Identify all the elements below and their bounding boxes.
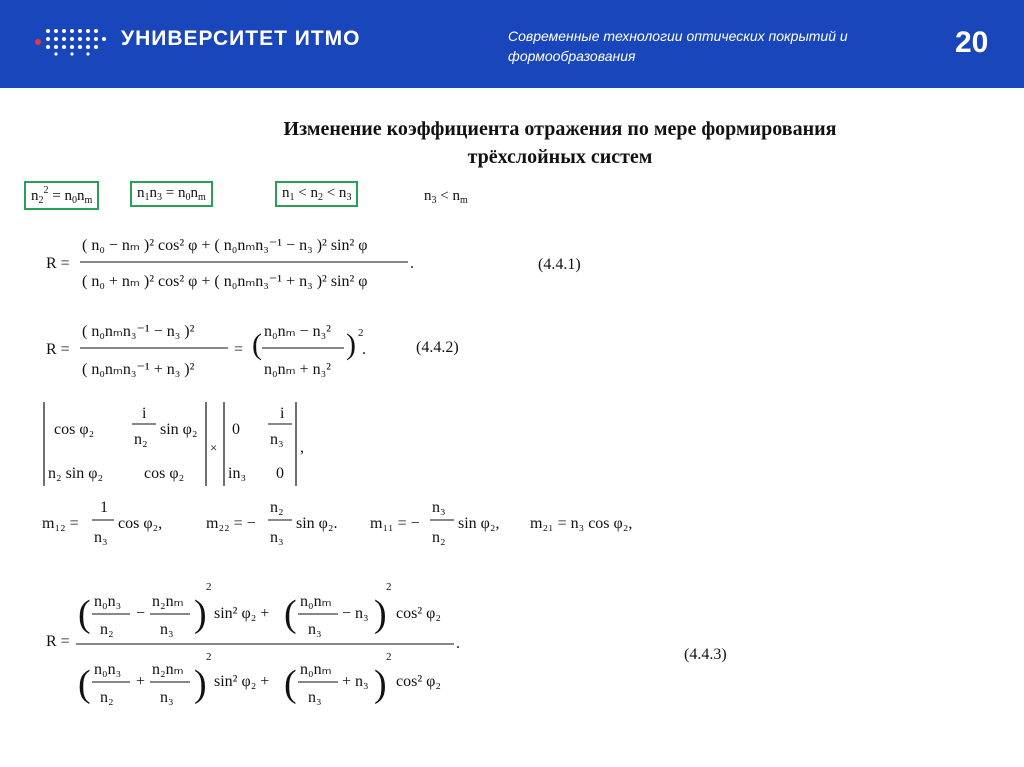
svg-text:cos φ₂,: cos φ₂, — [118, 515, 163, 532]
svg-text:(: ( — [284, 593, 297, 635]
svg-text:n₀nₘ + n₃²: n₀nₘ + n₃² — [264, 361, 331, 378]
condition-4: $n_3 < n_m$ — [424, 188, 468, 206]
slide-title — [190, 115, 930, 171]
condition-box-1: $n_2^2 = n_0n_m$ — [24, 181, 99, 210]
svg-text:(: ( — [78, 663, 91, 705]
svg-text:): ) — [194, 593, 207, 635]
svg-text:( n₀nₘn₃⁻¹ + n₃ )²: ( n₀nₘn₃⁻¹ + n₃ )² — [82, 361, 195, 378]
svg-text:n₂: n₂ — [100, 689, 114, 706]
svg-text:n₃: n₃ — [160, 621, 174, 638]
svg-text:n₀nₘ: n₀nₘ — [300, 661, 332, 678]
svg-text:sin φ₂,: sin φ₂, — [458, 515, 500, 532]
equation-4-4-3 — [40, 574, 480, 714]
equation-number-3: (4.4.3) — [684, 646, 727, 663]
slide-title-line1: Изменение коэффициента отражения по мере формирования — [283, 118, 837, 140]
svg-text:sin² φ₂ +: sin² φ₂ + — [214, 673, 270, 690]
equation-4-4-2 — [40, 312, 370, 388]
svg-text:n₃: n₃ — [270, 431, 284, 448]
svg-text:n₂: n₂ — [100, 621, 114, 638]
svg-text:−: − — [136, 605, 146, 622]
svg-text:n₃: n₃ — [308, 621, 322, 638]
svg-text:m₂₁ = n₃ cos φ₂,: m₂₁ = n₃ cos φ₂, — [530, 515, 633, 532]
equation-number-1: (4.4.1) — [538, 256, 581, 273]
svg-text:R =: R = — [46, 341, 70, 358]
svg-text:R =: R = — [46, 633, 70, 650]
svg-text:m₂₂ = −: m₂₂ = − — [206, 515, 256, 532]
svg-text:sin² φ₂ +: sin² φ₂ + — [214, 605, 270, 622]
svg-text:n₃: n₃ — [94, 529, 108, 546]
svg-text:cos φ₂: cos φ₂ — [144, 465, 185, 482]
svg-text:cos² φ₂: cos² φ₂ — [396, 673, 441, 690]
svg-text:(: ( — [252, 328, 262, 361]
svg-text:n₃: n₃ — [160, 689, 174, 706]
svg-text:m₁₁ = −: m₁₁ = − — [370, 515, 420, 532]
svg-text:): ) — [194, 663, 207, 705]
svg-text:(: ( — [284, 663, 297, 705]
svg-text:): ) — [346, 328, 356, 361]
course-title: Современные технологии оптических покрытий и формообразования — [508, 28, 848, 64]
svg-text:n₀nₘ: n₀nₘ — [300, 593, 332, 610]
svg-text:): ) — [374, 663, 387, 705]
svg-text:n₂nₘ: n₂nₘ — [152, 593, 184, 610]
svg-text:n₀n₃: n₀n₃ — [94, 661, 122, 678]
svg-text:n₃: n₃ — [270, 529, 284, 546]
matrix-product — [40, 400, 330, 492]
svg-text:( n₀ − nₘ )² cos² φ + ( n₀nₘn₃: ( n₀ − nₘ )² cos² φ + ( n₀nₘn₃⁻¹ − n₃ )² sin² φ — [82, 237, 368, 254]
condition-box-3: $n_1 < n_2 < n_3$ — [275, 181, 358, 207]
svg-text:i: i — [142, 405, 147, 422]
header-bar — [0, 0, 1024, 88]
svg-text:0: 0 — [276, 465, 284, 482]
itmo-logo-icon — [32, 26, 108, 56]
svg-text:n₂: n₂ — [270, 499, 284, 516]
svg-text:− n₃: − n₃ — [342, 605, 369, 622]
svg-text:2: 2 — [386, 581, 392, 593]
svg-text:sin φ₂.: sin φ₂. — [296, 515, 338, 532]
svg-text:n₀nₘ − n₃²: n₀nₘ − n₃² — [264, 323, 331, 340]
svg-text:( n₀ + nₘ )² cos² φ + ( n₀nₘn₃: ( n₀ + nₘ )² cos² φ + ( n₀nₘn₃⁻¹ + n₃ )² sin² φ — [82, 273, 368, 290]
svg-text:=: = — [234, 341, 244, 358]
svg-text:.: . — [362, 341, 366, 358]
svg-text:(: ( — [78, 593, 91, 635]
condition-box-2: $n_1n_3 = n_0n_m$ — [130, 181, 213, 207]
svg-text:.: . — [456, 635, 460, 652]
svg-text:sin φ₂: sin φ₂ — [160, 421, 198, 438]
svg-text:n₂: n₂ — [134, 431, 148, 448]
svg-text:0: 0 — [232, 421, 240, 438]
svg-text:R =: R = — [46, 255, 70, 272]
svg-text:cos² φ₂: cos² φ₂ — [396, 605, 441, 622]
svg-text:2: 2 — [206, 651, 212, 663]
university-name: УНИВЕРСИТЕТ ИТМО — [121, 27, 361, 50]
svg-text:( n₀nₘn₃⁻¹ − n₃ )²: ( n₀nₘn₃⁻¹ − n₃ )² — [82, 323, 195, 340]
svg-text:1: 1 — [100, 499, 108, 516]
svg-text:m₁₂ =: m₁₂ = — [42, 515, 79, 532]
svg-text:+ n₃: + n₃ — [342, 673, 369, 690]
svg-text:2: 2 — [206, 581, 212, 593]
equation-4-4-1 — [40, 228, 470, 296]
svg-text:n₂: n₂ — [432, 529, 446, 546]
slide-title-line2: трёхслойных систем — [467, 146, 653, 168]
page-number: 20 — [955, 26, 989, 59]
equation-number-2: (4.4.2) — [416, 339, 459, 356]
svg-text:,: , — [300, 439, 304, 456]
svg-text:n₂nₘ: n₂nₘ — [152, 661, 184, 678]
matrix-elements — [40, 496, 680, 556]
svg-text:i: i — [280, 405, 285, 422]
svg-text:×: × — [210, 440, 218, 455]
svg-text:+: + — [136, 673, 146, 690]
svg-text:n₃: n₃ — [308, 689, 322, 706]
svg-text:2: 2 — [358, 327, 364, 339]
svg-text:in₃: in₃ — [228, 465, 247, 482]
svg-text:): ) — [374, 593, 387, 635]
svg-text:.: . — [410, 255, 414, 272]
svg-text:n₀n₃: n₀n₃ — [94, 593, 122, 610]
svg-text:2: 2 — [386, 651, 392, 663]
svg-text:cos φ₂: cos φ₂ — [54, 421, 95, 438]
svg-text:n₂ sin φ₂: n₂ sin φ₂ — [48, 465, 104, 482]
svg-text:n₃: n₃ — [432, 499, 446, 516]
